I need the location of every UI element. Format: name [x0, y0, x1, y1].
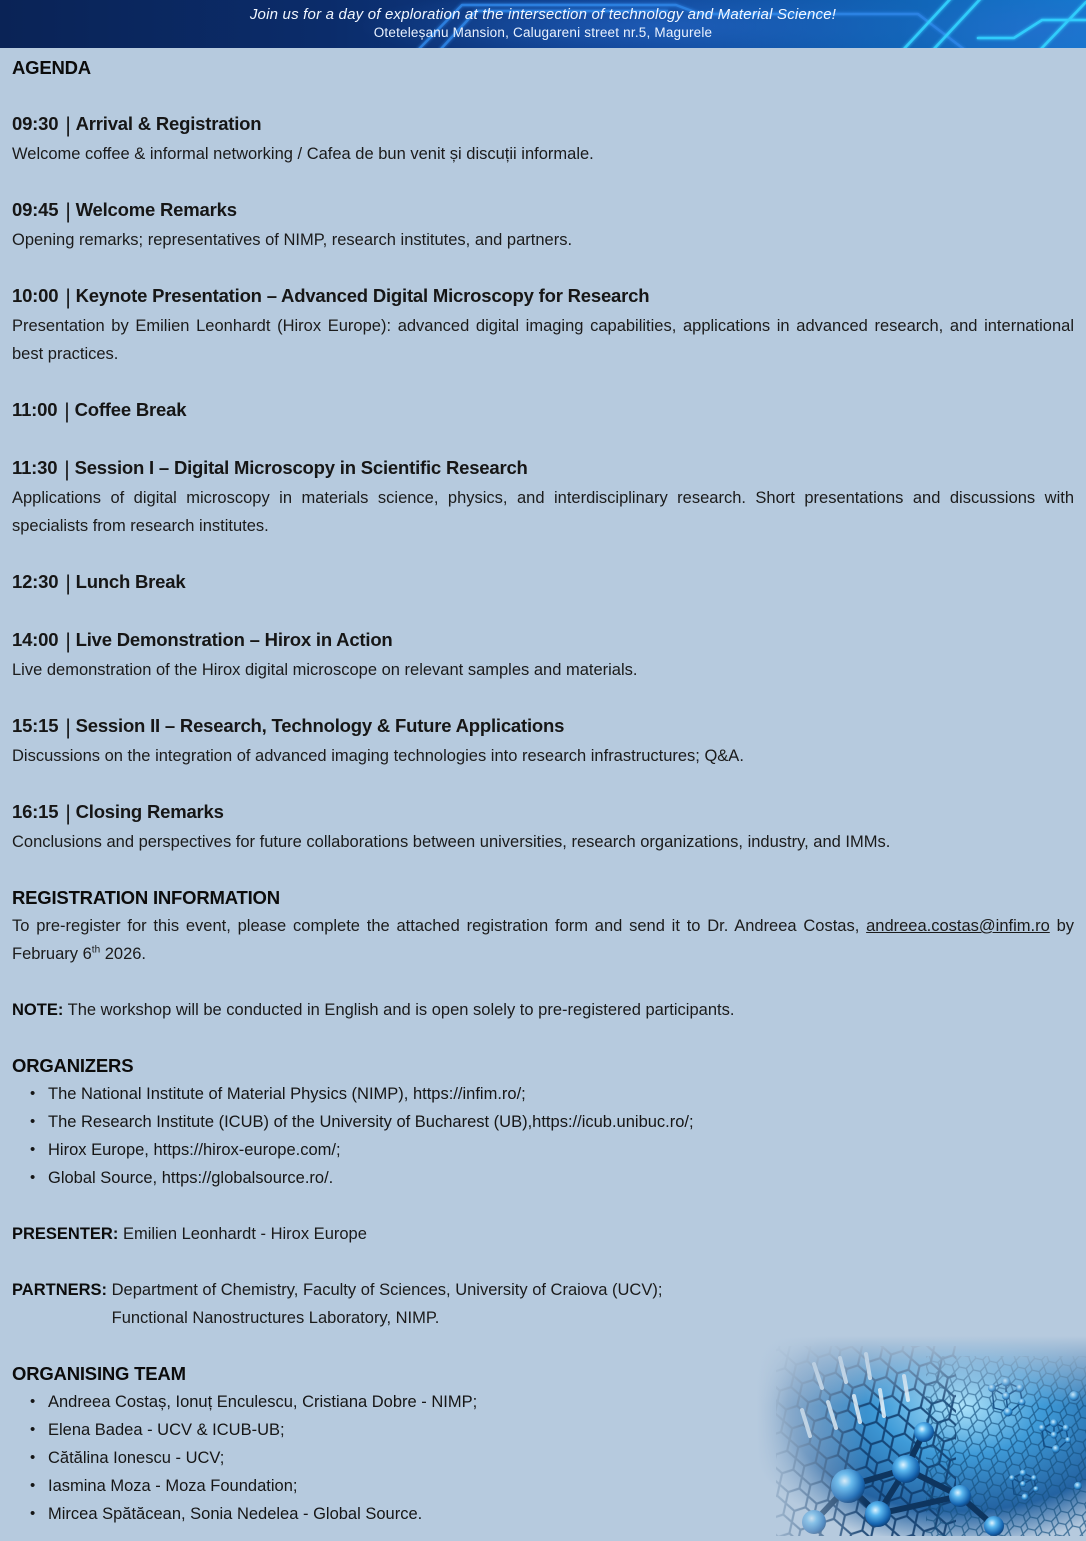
agenda-separator: |: [65, 802, 71, 825]
presenter-label: PRESENTER:: [12, 1225, 123, 1243]
registration-text: To pre-register for this event, please complete the attached registration form and send it to Dr. Andreea Costas, andreea.costas@infim.ro by February 6th 2026.: [12, 917, 1074, 963]
organizer-item: • Global Source, https://globalsource.ro/.: [30, 1164, 1074, 1192]
partners-line2: Functional Nanostructures Laboratory, NIMP.: [111, 1309, 440, 1327]
page-title: AGENDA: [12, 57, 91, 78]
event-banner: [0, 0, 1086, 48]
partners-line1: Department of Chemistry, Faculty of Sciences, University of Craiova (UCV);: [111, 1281, 663, 1299]
agenda-item: [12, 396, 1074, 426]
team-member-item: • Cătălina Ionescu - UCV;: [30, 1444, 1074, 1472]
agenda-item-heading: [12, 626, 1074, 656]
organizer-item: • Hirox Europe, https://hirox-europe.com/;: [30, 1136, 1074, 1164]
agenda-item-heading: [12, 454, 1074, 484]
agenda-document: [0, 48, 1086, 1528]
registration-email-link[interactable]: andreea.costas@infim.ro: [866, 917, 1050, 935]
agenda-separator: |: [65, 716, 71, 739]
date-ordinal: th: [91, 944, 101, 956]
agenda-description: Presentation by Emilien Leonhardt (Hirox Europe): advanced digital imaging capabilities, applications in advanced research, and international best practices.: [12, 317, 1074, 363]
agenda-description: Welcome coffee & informal networking / Cafea de bun venit și discuții informale.: [12, 145, 594, 163]
agenda-item: [12, 798, 1074, 856]
agenda-time: 12:30: [12, 571, 59, 592]
banner-venue: Oteteleșanu Mansion, Calugareni street nr.5, Magurele: [373, 25, 713, 40]
team-member-item: • Elena Badea - UCV & ICUB-UB;: [30, 1416, 1074, 1444]
agenda-time: 09:30: [12, 113, 59, 134]
agenda-item-heading: [12, 396, 1074, 426]
agenda-item: [12, 568, 1074, 598]
organizers-section: [12, 1052, 1074, 1192]
team-member-item: • Andreea Costaș, Ionuț Enculescu, Cristiana Dobre - NIMP;: [30, 1388, 1074, 1416]
agenda-separator: |: [65, 114, 71, 137]
organising-team-list: [12, 1388, 1074, 1528]
agenda-item-heading: [12, 568, 1074, 598]
organizers-list: [12, 1080, 1074, 1192]
agenda-item-heading: [12, 196, 1074, 226]
agenda-title: Coffee Break: [74, 399, 187, 420]
organizer-item: • The Research Institute (ICUB) of the University of Bucharest (UB),https://icub.unibuc.ro/;: [30, 1108, 1074, 1136]
agenda-item: [12, 282, 1074, 368]
partners-section: [12, 1276, 1074, 1332]
agenda-title: Live Demonstration – Hirox in Action: [75, 629, 393, 650]
agenda-item: [12, 626, 1074, 684]
agenda-title: Lunch Break: [75, 571, 186, 592]
note-section: [12, 996, 1074, 1024]
partners-content: [112, 1276, 1074, 1332]
agenda-time: 14:00: [12, 629, 59, 650]
registration-heading: REGISTRATION INFORMATION: [12, 887, 280, 908]
agenda-time: 11:30: [12, 457, 58, 478]
presenter-line: PRESENTER: Emilien Leonhardt - Hirox Europe: [12, 1225, 367, 1243]
agenda-item: [12, 454, 1074, 540]
note-text: NOTE: The workshop will be conducted in English and is open solely to pre-registered participants.: [12, 1001, 735, 1019]
agenda-item: [12, 196, 1074, 254]
agenda-separator: |: [65, 630, 71, 653]
agenda-item-heading: [12, 282, 1074, 312]
agenda-title: Welcome Remarks: [75, 199, 237, 220]
agenda-separator: |: [65, 572, 71, 595]
organising-team-section: [12, 1360, 1074, 1528]
note-label: NOTE:: [12, 1001, 64, 1019]
organizers-heading: ORGANIZERS: [12, 1055, 134, 1076]
agenda-separator: |: [65, 200, 71, 223]
agenda-title: Keynote Presentation – Advanced Digital Microscopy for Research: [75, 285, 650, 306]
partners-label: PARTNERS:: [12, 1281, 112, 1299]
organising-team-heading: ORGANISING TEAM: [12, 1363, 186, 1384]
agenda-description: Live demonstration of the Hirox digital microscope on relevant samples and materials.: [12, 661, 638, 679]
registration-section: [12, 884, 1074, 968]
agenda-title: Session I – Digital Microscopy in Scientific Research: [74, 457, 528, 478]
presenter-section: [12, 1220, 1074, 1248]
banner-tagline: Join us for a day of exploration at the intersection of technology and Material Science!: [249, 6, 837, 23]
agenda-item-heading: [12, 798, 1074, 828]
agenda-description: Conclusions and perspectives for future collaborations between universities, research organizations, industry, and IMMs.: [12, 833, 891, 851]
team-member-item: • Iasmina Moza - Moza Foundation;: [30, 1472, 1074, 1500]
agenda-item: [12, 110, 1074, 168]
agenda-time: 11:00: [12, 399, 58, 420]
agenda-time: 09:45: [12, 199, 59, 220]
agenda-separator: |: [64, 400, 70, 423]
agenda-time: 15:15: [12, 715, 59, 736]
agenda-title: Session II – Research, Technology & Future Applications: [75, 715, 565, 736]
agenda-item-heading: [12, 110, 1074, 140]
agenda-description: Opening remarks; representatives of NIMP, research institutes, and partners.: [12, 231, 573, 249]
agenda-title: Closing Remarks: [75, 801, 224, 822]
agenda-item-heading: [12, 712, 1074, 742]
team-member-item: • Mircea Spătăcean, Sonia Nedelea - Global Source.: [30, 1500, 1074, 1528]
organizer-item: • The National Institute of Material Physics (NIMP), https://infim.ro/;: [30, 1080, 1074, 1108]
agenda-time: 10:00: [12, 285, 59, 306]
agenda-separator: |: [65, 286, 71, 309]
partners-lines: [12, 1276, 1074, 1332]
agenda-time: 16:15: [12, 801, 59, 822]
agenda-description: Applications of digital microscopy in materials science, physics, and interdisciplinary research. Short presentations and discussions with specialists from research institutes.: [12, 489, 1074, 535]
agenda-separator: |: [64, 458, 70, 481]
agenda-title: Arrival & Registration: [75, 113, 262, 134]
agenda-item: [12, 712, 1074, 770]
agenda-description: Discussions on the integration of advanced imaging technologies into research infrastructures; Q&A.: [12, 747, 744, 765]
